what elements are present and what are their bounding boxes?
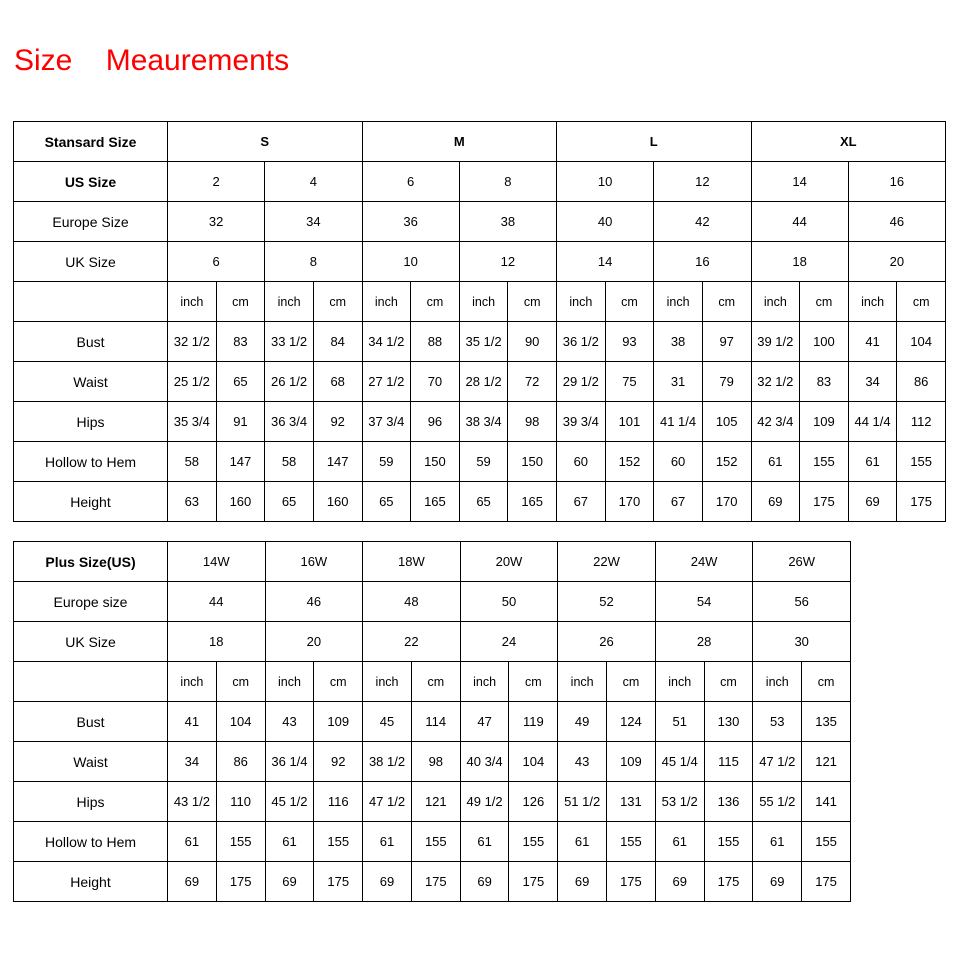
cell-us-size-6: 14: [751, 162, 848, 202]
cell-waist-11: 79: [702, 362, 751, 402]
plus-header-20w: 20W: [460, 542, 558, 582]
plus-cell-height-4: 69: [363, 862, 412, 902]
plus-cell-hollow-11: 155: [704, 822, 753, 862]
plus-row-label-hips: Hips: [14, 782, 168, 822]
plus-cell-waist-6: 40 3/4: [460, 742, 509, 782]
plus-table-row-header: [14, 542, 851, 582]
cell-europe-size-1: 34: [265, 202, 362, 242]
plus-cell-bust-11: 130: [704, 702, 753, 742]
table-row-europe-size: [14, 202, 946, 242]
cell-uk-size-4: 14: [557, 242, 654, 282]
plus-cell-height-6: 69: [460, 862, 509, 902]
plus-cell-waist-3: 92: [314, 742, 363, 782]
cell-height-2: 65: [265, 482, 314, 522]
cell-height-9: 170: [605, 482, 654, 522]
plus-cell-bust-2: 43: [265, 702, 314, 742]
plus-cell-waist-13: 121: [802, 742, 851, 782]
plus-cell-waist-1: 86: [216, 742, 265, 782]
row-label-uk-size: UK Size: [14, 242, 168, 282]
row-label-hips: Hips: [14, 402, 168, 442]
plus-unit-cm-1: cm: [314, 662, 363, 702]
cell-hollow-2: 58: [265, 442, 314, 482]
cell-hollow-9: 152: [605, 442, 654, 482]
cell-hips-13: 109: [800, 402, 849, 442]
table-row-bust: [14, 322, 946, 362]
cell-hollow-14: 61: [848, 442, 897, 482]
plus-cell-hollow-5: 155: [411, 822, 460, 862]
cell-hollow-11: 152: [702, 442, 751, 482]
plus-header-22w: 22W: [558, 542, 656, 582]
plus-cell-hips-3: 116: [314, 782, 363, 822]
cell-waist-4: 27 1/2: [362, 362, 411, 402]
cell-bust-11: 97: [702, 322, 751, 362]
standard-size-label: Stansard Size: [14, 122, 168, 162]
cell-bust-3: 84: [313, 322, 362, 362]
cell-height-1: 160: [216, 482, 265, 522]
row-label-hollow-to-hem: Hollow to Hem: [14, 442, 168, 482]
plus-cell-uk-2: 22: [363, 622, 461, 662]
cell-bust-1: 83: [216, 322, 265, 362]
cell-height-0: 63: [168, 482, 217, 522]
plus-cell-hollow-3: 155: [314, 822, 363, 862]
cell-us-size-2: 6: [362, 162, 459, 202]
plus-cell-hips-11: 136: [704, 782, 753, 822]
cell-height-7: 165: [508, 482, 557, 522]
plus-cell-bust-8: 49: [558, 702, 607, 742]
cell-bust-2: 33 1/2: [265, 322, 314, 362]
cell-us-size-1: 4: [265, 162, 362, 202]
cell-waist-2: 26 1/2: [265, 362, 314, 402]
row-label-bust: Bust: [14, 322, 168, 362]
group-header-l: L: [557, 122, 752, 162]
plus-cell-hips-2: 45 1/2: [265, 782, 314, 822]
plus-cell-height-2: 69: [265, 862, 314, 902]
cell-waist-9: 75: [605, 362, 654, 402]
plus-cell-hollow-13: 155: [802, 822, 851, 862]
cell-bust-10: 38: [654, 322, 703, 362]
cell-europe-size-6: 44: [751, 202, 848, 242]
plus-cell-uk-0: 18: [168, 622, 266, 662]
plus-header-18w: 18W: [363, 542, 461, 582]
cell-waist-0: 25 1/2: [168, 362, 217, 402]
plus-cell-bust-1: 104: [216, 702, 265, 742]
cell-hollow-6: 59: [459, 442, 508, 482]
cell-hips-2: 36 3/4: [265, 402, 314, 442]
cell-hollow-4: 59: [362, 442, 411, 482]
plus-cell-uk-3: 24: [460, 622, 558, 662]
plus-cell-uk-5: 28: [655, 622, 753, 662]
row-label-height: Height: [14, 482, 168, 522]
plus-cell-height-0: 69: [168, 862, 217, 902]
plus-cell-europe-6: 56: [753, 582, 851, 622]
plus-cell-hollow-7: 155: [509, 822, 558, 862]
cell-bust-15: 104: [897, 322, 946, 362]
cell-waist-1: 65: [216, 362, 265, 402]
unit-inch-2: inch: [362, 282, 411, 322]
plus-cell-waist-7: 104: [509, 742, 558, 782]
plus-cell-waist-5: 98: [411, 742, 460, 782]
plus-unit-inch-6: inch: [753, 662, 802, 702]
standard-size-table: [13, 121, 946, 522]
plus-table-row-hollow-to-hem: [14, 822, 851, 862]
cell-hips-4: 37 3/4: [362, 402, 411, 442]
row-label-waist: Waist: [14, 362, 168, 402]
plus-cell-hollow-6: 61: [460, 822, 509, 862]
cell-waist-10: 31: [654, 362, 703, 402]
plus-cell-bust-12: 53: [753, 702, 802, 742]
cell-waist-6: 28 1/2: [459, 362, 508, 402]
cell-hollow-12: 61: [751, 442, 800, 482]
row-label-europe-size: Europe Size: [14, 202, 168, 242]
plus-unit-cm-5: cm: [704, 662, 753, 702]
cell-height-10: 67: [654, 482, 703, 522]
plus-cell-height-12: 69: [753, 862, 802, 902]
plus-row-label-bust: Bust: [14, 702, 168, 742]
plus-cell-hollow-10: 61: [655, 822, 704, 862]
cell-europe-size-7: 46: [848, 202, 945, 242]
cell-height-15: 175: [897, 482, 946, 522]
cell-hollow-0: 58: [168, 442, 217, 482]
unit-cm-1: cm: [313, 282, 362, 322]
plus-size-label: Plus Size(US): [14, 542, 168, 582]
cell-height-3: 160: [313, 482, 362, 522]
plus-cell-hips-9: 131: [607, 782, 656, 822]
cell-europe-size-2: 36: [362, 202, 459, 242]
table-row-us-size: [14, 162, 946, 202]
plus-cell-height-1: 175: [216, 862, 265, 902]
plus-cell-height-8: 69: [558, 862, 607, 902]
cell-europe-size-3: 38: [459, 202, 556, 242]
plus-cell-hollow-8: 61: [558, 822, 607, 862]
plus-unit-cm-0: cm: [216, 662, 265, 702]
plus-row-label-europe-size: Europe size: [14, 582, 168, 622]
unit-inch-0: inch: [168, 282, 217, 322]
table-row-hollow-to-hem: [14, 442, 946, 482]
plus-cell-bust-9: 124: [607, 702, 656, 742]
plus-cell-waist-10: 45 1/4: [655, 742, 704, 782]
plus-unit-inch-3: inch: [460, 662, 509, 702]
cell-uk-size-0: 6: [168, 242, 265, 282]
cell-uk-size-1: 8: [265, 242, 362, 282]
cell-waist-8: 29 1/2: [557, 362, 606, 402]
plus-cell-uk-4: 26: [558, 622, 656, 662]
plus-unit-inch-2: inch: [363, 662, 412, 702]
table-row-units: [14, 282, 946, 322]
cell-europe-size-5: 42: [654, 202, 751, 242]
plus-cell-hips-4: 47 1/2: [363, 782, 412, 822]
unit-cm-7: cm: [897, 282, 946, 322]
plus-unit-inch-5: inch: [655, 662, 704, 702]
cell-hollow-7: 150: [508, 442, 557, 482]
plus-cell-bust-7: 119: [509, 702, 558, 742]
plus-table-row-hips: [14, 782, 851, 822]
plus-cell-bust-10: 51: [655, 702, 704, 742]
cell-hips-14: 44 1/4: [848, 402, 897, 442]
unit-inch-3: inch: [459, 282, 508, 322]
table-row-uk-size: [14, 242, 946, 282]
plus-cell-waist-9: 109: [607, 742, 656, 782]
plus-unit-row-label: [14, 662, 168, 702]
cell-bust-5: 88: [411, 322, 460, 362]
cell-height-5: 165: [411, 482, 460, 522]
cell-bust-0: 32 1/2: [168, 322, 217, 362]
cell-hollow-5: 150: [411, 442, 460, 482]
unit-cm-5: cm: [702, 282, 751, 322]
plus-cell-europe-1: 46: [265, 582, 363, 622]
plus-cell-hollow-0: 61: [168, 822, 217, 862]
row-label-us-size: US Size: [14, 162, 168, 202]
plus-unit-cm-6: cm: [802, 662, 851, 702]
cell-hips-11: 105: [702, 402, 751, 442]
cell-europe-size-4: 40: [557, 202, 654, 242]
plus-header-14w: 14W: [168, 542, 266, 582]
plus-cell-bust-13: 135: [802, 702, 851, 742]
plus-cell-hollow-9: 155: [607, 822, 656, 862]
plus-cell-hollow-2: 61: [265, 822, 314, 862]
cell-europe-size-0: 32: [168, 202, 265, 242]
plus-cell-hips-13: 141: [802, 782, 851, 822]
plus-cell-uk-6: 30: [753, 622, 851, 662]
plus-cell-europe-3: 50: [460, 582, 558, 622]
plus-cell-hips-1: 110: [216, 782, 265, 822]
plus-cell-europe-5: 54: [655, 582, 753, 622]
cell-hips-8: 39 3/4: [557, 402, 606, 442]
cell-bust-14: 41: [848, 322, 897, 362]
cell-waist-7: 72: [508, 362, 557, 402]
cell-hips-7: 98: [508, 402, 557, 442]
cell-height-13: 175: [800, 482, 849, 522]
plus-row-label-height: Height: [14, 862, 168, 902]
plus-row-label-uk-size: UK Size: [14, 622, 168, 662]
plus-unit-inch-1: inch: [265, 662, 314, 702]
unit-inch-5: inch: [654, 282, 703, 322]
cell-hollow-15: 155: [897, 442, 946, 482]
plus-table-row-height: [14, 862, 851, 902]
cell-hips-3: 92: [313, 402, 362, 442]
plus-cell-waist-12: 47 1/2: [753, 742, 802, 782]
unit-cm-3: cm: [508, 282, 557, 322]
cell-hollow-1: 147: [216, 442, 265, 482]
cell-uk-size-5: 16: [654, 242, 751, 282]
unit-inch-7: inch: [848, 282, 897, 322]
plus-table-row-units: [14, 662, 851, 702]
cell-height-12: 69: [751, 482, 800, 522]
cell-hollow-8: 60: [557, 442, 606, 482]
cell-hips-6: 38 3/4: [459, 402, 508, 442]
plus-cell-hips-6: 49 1/2: [460, 782, 509, 822]
cell-us-size-5: 12: [654, 162, 751, 202]
table-row-group-header: [14, 122, 946, 162]
plus-cell-waist-11: 115: [704, 742, 753, 782]
plus-cell-europe-4: 52: [558, 582, 656, 622]
plus-unit-cm-3: cm: [509, 662, 558, 702]
cell-us-size-3: 8: [459, 162, 556, 202]
unit-row-label: [14, 282, 168, 322]
plus-cell-waist-4: 38 1/2: [363, 742, 412, 782]
plus-cell-height-5: 175: [411, 862, 460, 902]
plus-cell-bust-5: 114: [411, 702, 460, 742]
cell-bust-12: 39 1/2: [751, 322, 800, 362]
plus-table-row-uk-size: [14, 622, 851, 662]
group-header-m: M: [362, 122, 557, 162]
cell-us-size-0: 2: [168, 162, 265, 202]
cell-uk-size-2: 10: [362, 242, 459, 282]
cell-waist-14: 34: [848, 362, 897, 402]
cell-waist-3: 68: [313, 362, 362, 402]
plus-cell-waist-8: 43: [558, 742, 607, 782]
cell-height-11: 170: [702, 482, 751, 522]
plus-header-26w: 26W: [753, 542, 851, 582]
cell-waist-5: 70: [411, 362, 460, 402]
plus-cell-bust-6: 47: [460, 702, 509, 742]
plus-cell-hips-12: 55 1/2: [753, 782, 802, 822]
unit-inch-4: inch: [557, 282, 606, 322]
plus-header-16w: 16W: [265, 542, 363, 582]
plus-cell-hips-8: 51 1/2: [558, 782, 607, 822]
plus-cell-hips-7: 126: [509, 782, 558, 822]
plus-cell-europe-2: 48: [363, 582, 461, 622]
cell-bust-13: 100: [800, 322, 849, 362]
unit-cm-2: cm: [411, 282, 460, 322]
unit-inch-6: inch: [751, 282, 800, 322]
cell-uk-size-7: 20: [848, 242, 945, 282]
plus-table-row-europe-size: [14, 582, 851, 622]
cell-uk-size-6: 18: [751, 242, 848, 282]
plus-table-row-waist: [14, 742, 851, 782]
page-title: Size Meaurements: [14, 44, 290, 77]
cell-hips-12: 42 3/4: [751, 402, 800, 442]
cell-bust-6: 35 1/2: [459, 322, 508, 362]
cell-us-size-4: 10: [557, 162, 654, 202]
plus-cell-hips-10: 53 1/2: [655, 782, 704, 822]
cell-bust-9: 93: [605, 322, 654, 362]
cell-waist-15: 86: [897, 362, 946, 402]
table-row-hips: [14, 402, 946, 442]
plus-cell-bust-4: 45: [363, 702, 412, 742]
cell-hips-15: 112: [897, 402, 946, 442]
table-row-waist: [14, 362, 946, 402]
plus-cell-uk-1: 20: [265, 622, 363, 662]
cell-hollow-10: 60: [654, 442, 703, 482]
cell-bust-7: 90: [508, 322, 557, 362]
plus-cell-hollow-1: 155: [216, 822, 265, 862]
cell-us-size-7: 16: [848, 162, 945, 202]
plus-unit-cm-2: cm: [411, 662, 460, 702]
cell-height-4: 65: [362, 482, 411, 522]
plus-cell-height-7: 175: [509, 862, 558, 902]
plus-cell-waist-2: 36 1/4: [265, 742, 314, 782]
cell-bust-4: 34 1/2: [362, 322, 411, 362]
plus-row-label-hollow-to-hem: Hollow to Hem: [14, 822, 168, 862]
cell-hips-1: 91: [216, 402, 265, 442]
unit-inch-1: inch: [265, 282, 314, 322]
plus-table-row-bust: [14, 702, 851, 742]
cell-height-14: 69: [848, 482, 897, 522]
cell-waist-12: 32 1/2: [751, 362, 800, 402]
cell-hollow-13: 155: [800, 442, 849, 482]
table-row-height: [14, 482, 946, 522]
plus-cell-hips-5: 121: [411, 782, 460, 822]
unit-cm-0: cm: [216, 282, 265, 322]
plus-header-24w: 24W: [655, 542, 753, 582]
unit-cm-6: cm: [800, 282, 849, 322]
cell-height-8: 67: [557, 482, 606, 522]
plus-row-label-waist: Waist: [14, 742, 168, 782]
plus-cell-hollow-4: 61: [363, 822, 412, 862]
unit-cm-4: cm: [605, 282, 654, 322]
plus-size-table: [13, 541, 851, 902]
group-header-xl: XL: [751, 122, 946, 162]
plus-unit-cm-4: cm: [607, 662, 656, 702]
plus-cell-bust-0: 41: [168, 702, 217, 742]
cell-hollow-3: 147: [313, 442, 362, 482]
plus-cell-europe-0: 44: [168, 582, 266, 622]
cell-bust-8: 36 1/2: [557, 322, 606, 362]
plus-cell-height-10: 69: [655, 862, 704, 902]
plus-cell-hips-0: 43 1/2: [168, 782, 217, 822]
group-header-s: S: [168, 122, 363, 162]
plus-cell-height-11: 175: [704, 862, 753, 902]
plus-cell-waist-0: 34: [168, 742, 217, 782]
plus-unit-inch-0: inch: [168, 662, 217, 702]
plus-cell-height-3: 175: [314, 862, 363, 902]
cell-waist-13: 83: [800, 362, 849, 402]
plus-cell-hollow-12: 61: [753, 822, 802, 862]
cell-height-6: 65: [459, 482, 508, 522]
cell-hips-0: 35 3/4: [168, 402, 217, 442]
plus-cell-height-9: 175: [607, 862, 656, 902]
cell-hips-5: 96: [411, 402, 460, 442]
cell-hips-10: 41 1/4: [654, 402, 703, 442]
cell-uk-size-3: 12: [459, 242, 556, 282]
plus-cell-height-13: 175: [802, 862, 851, 902]
plus-cell-bust-3: 109: [314, 702, 363, 742]
plus-unit-inch-4: inch: [558, 662, 607, 702]
cell-hips-9: 101: [605, 402, 654, 442]
